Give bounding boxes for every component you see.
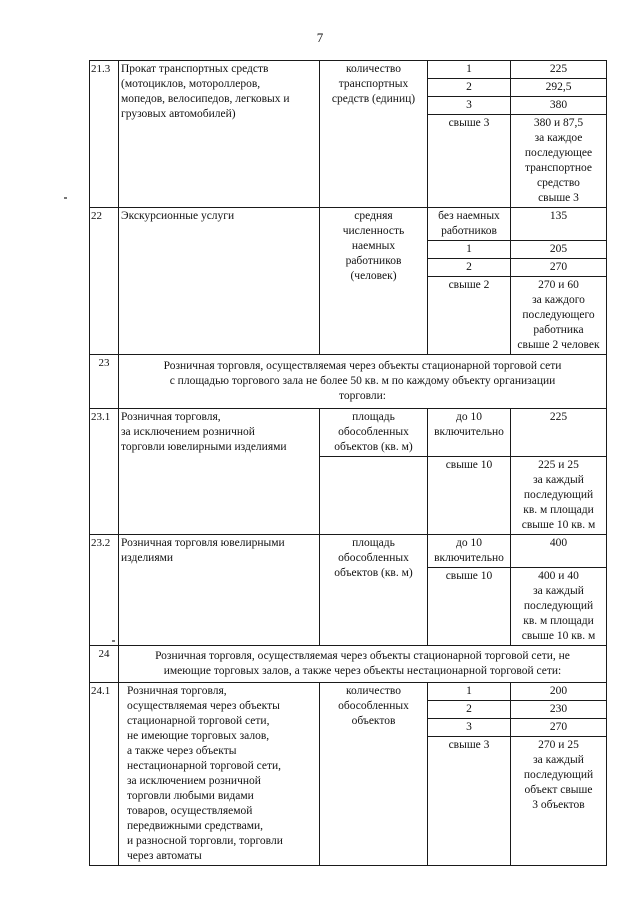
condition-cell: 2 (428, 701, 511, 719)
value-cell: 270 и 25 за каждый последующий объект свыше 3 объектов (511, 737, 607, 866)
condition-cell: без наемных работников (428, 208, 511, 241)
condition-cell: свыше 2 (428, 277, 511, 355)
activity-name: Прокат транспортных средств (мотоциклов, мотороллеров, мопедов, велосипедов, легковых и грузовых автомобилей) (119, 61, 320, 208)
value-cell: 400 (511, 535, 607, 568)
physical-indicator: площадь обособленных объектов (кв. м) (320, 535, 428, 646)
table-row (90, 683, 607, 701)
row-number: 23 (90, 355, 119, 409)
condition-cell: 3 (428, 719, 511, 737)
value-cell: 400 и 40 за каждый последующий кв. м площади свыше 10 кв. м (511, 568, 607, 646)
row-number: 23.2 (90, 535, 119, 646)
condition-cell: свыше 3 (428, 737, 511, 866)
physical-indicator: количество транспортных средств (единиц) (320, 61, 428, 208)
table-row (90, 61, 607, 79)
value-cell: 225 и 25 за каждый последующий кв. м площади свыше 10 кв. м (511, 457, 607, 535)
value-cell: 225 (511, 409, 607, 457)
physical-indicator: площадь обособленных объектов (кв. м) (320, 409, 428, 457)
value-cell: 225 (511, 61, 607, 79)
section-heading-row (90, 355, 607, 409)
row-number: 21.3 (90, 61, 119, 208)
value-cell: 230 (511, 701, 607, 719)
condition-cell: свыше 3 (428, 115, 511, 208)
activity-name: Экскурсионные услуги (119, 208, 320, 355)
table-row (90, 208, 607, 241)
section-heading: Розничная торговля, осуществляемая через объекты стационарной торговой сети с площадью торгового зала не более 50 кв. м по каждому объекту организации торговли: (119, 355, 607, 409)
condition-cell: 1 (428, 61, 511, 79)
scan-artifact (64, 197, 67, 199)
value-cell: 200 (511, 683, 607, 701)
condition-cell: до 10 включительно (428, 535, 511, 568)
row-number: 23.1 (90, 409, 119, 535)
activity-name: Розничная торговля ювелирными изделиями (119, 535, 320, 646)
table-row (90, 535, 607, 568)
condition-cell: 1 (428, 241, 511, 259)
value-cell: 380 и 87,5 за каждое последующее транспортное средство свыше 3 (511, 115, 607, 208)
value-cell: 270 (511, 259, 607, 277)
section-heading: Розничная торговля, осуществляемая через объекты стационарной торговой сети, не имеющие торговых залов, а также через объекты нестационарной торговой сети: (119, 646, 607, 683)
tariff-table (89, 60, 607, 866)
condition-cell: 2 (428, 79, 511, 97)
value-cell: 270 (511, 719, 607, 737)
value-cell: 380 (511, 97, 607, 115)
physical-indicator: средняя численность наемных работников (человек) (320, 208, 428, 355)
page-number: 7 (316, 30, 324, 45)
row-number: 22 (90, 208, 119, 355)
condition-cell: 1 (428, 683, 511, 701)
condition-cell: 3 (428, 97, 511, 115)
condition-cell: свыше 10 (428, 457, 511, 535)
empty-cell (320, 457, 428, 535)
condition-cell: свыше 10 (428, 568, 511, 646)
activity-name: Розничная торговля, осуществляемая через объекты стационарной торговой сети, не имеющие торговых залов, а также через объекты нестационарной торговой сети, за исключением розничной торговли любыми видами товаров, осуществляемой передвижными средствами, и разносной торговли, торговли через автоматы (119, 683, 320, 866)
row-number: 24.1 (90, 683, 119, 866)
condition-cell: 2 (428, 259, 511, 277)
physical-indicator: количество обособленных объектов (320, 683, 428, 866)
activity-name: Розничная торговля, за исключением розничной торговли ювелирными изделиями (119, 409, 320, 535)
value-cell: 205 (511, 241, 607, 259)
value-cell: 270 и 60 за каждого последующего работника свыше 2 человек (511, 277, 607, 355)
value-cell: 135 (511, 208, 607, 241)
value-cell: 292,5 (511, 79, 607, 97)
table-row (90, 409, 607, 457)
row-number: 24 (90, 646, 119, 683)
section-heading-row (90, 646, 607, 683)
condition-cell: до 10 включительно (428, 409, 511, 457)
